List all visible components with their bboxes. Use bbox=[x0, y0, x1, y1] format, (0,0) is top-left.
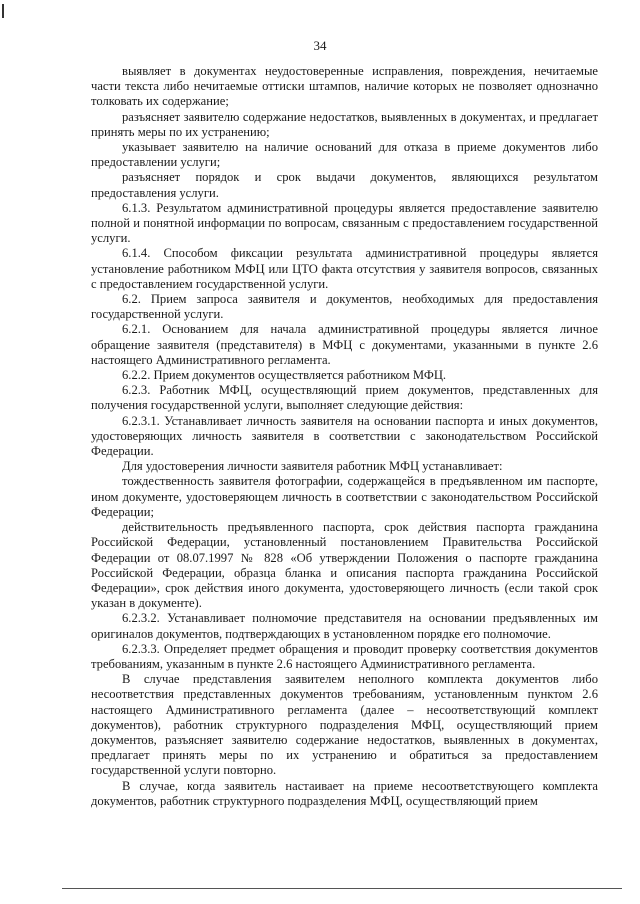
paragraph: 6.2.2. Прием документов осуществляется работником МФЦ. bbox=[122, 368, 447, 383]
paragraph: указывает заявителю на наличие оснований для отказа в приеме документов либо предоставлении услуги; bbox=[91, 140, 598, 170]
paragraph: 6.1.3. Результатом административной процедуры является предоставление заявителю полной и понятной информации по вопросам, связанным с предоставлением государственной услуги. bbox=[91, 200, 598, 246]
paragraph: 6.2.3.3. Определяет предмет обращения и проводит проверку соответствия документов требованиям, указанным в пункте 2.6 настоящего Административного регламента. bbox=[91, 641, 598, 671]
paragraph: выявляет в документах неудостоверенные исправления, повреждения, нечитаемые части текста либо нечитаемые оттиски штампов, наличие которых не позволяет однозначно толковать их содержание; bbox=[91, 64, 598, 109]
paragraph: разъясняет порядок и срок выдачи документов, являющихся результатом предоставления услуги. bbox=[91, 170, 598, 200]
paragraph: разъясняет заявителю содержание недостатков, выявленных в документах, и предлагает принять меры по их устранению; bbox=[91, 109, 598, 139]
paragraph: тождественность заявителя фотографии, содержащейся в предъявленном им паспорте, ином документе, удостоверяющем личность в соответствии с законодательством Российской Федерации; bbox=[91, 474, 598, 519]
paragraph: В случае представления заявителем неполного комплекта документов либо несоответствия представленных документов требованиям, установленным пунктом 2.6 настоящего Административного регламента (далее – несоответствующий комплект документов), работник структурного подразделения МФЦ, осуществляющий прием документов, разъясняет заявителю содержание недостатков, выявленных в документах, предлагает принять меры по их устранению и обратиться за предоставлением государственной услуги повторно. bbox=[91, 672, 598, 778]
paragraph: 6.2. Прием запроса заявителя и документов, необходимых для предоставления государственной услуги. bbox=[91, 292, 598, 322]
paragraph: 6.2.3.1. Устанавливает личность заявителя на основании паспорта и иных документов, удостоверяющих личность заявителя в соответствии с законодательством Российской Федерации. bbox=[91, 413, 598, 459]
paragraph: В случае, когда заявитель настаивает на приеме несоответствующего комплекта документов, работник структурного подразделения МФЦ, осуществляющий прием bbox=[91, 778, 598, 808]
scan-edge-mark bbox=[2, 4, 4, 18]
paragraph: 6.2.3.2. Устанавливает полномочие представителя на основании предъявленных им оригиналов документов, подтверждающих в установленном порядке его полномочие. bbox=[91, 611, 598, 641]
body-text bbox=[91, 64, 598, 809]
paragraph: 6.1.4. Способом фиксации результата административной процедуры является установление работником МФЦ или ЦТО факта отсутствия у заявителя вопросов, связанных с предоставлением государственной услуги. bbox=[91, 246, 598, 291]
paragraph: 6.2.3. Работник МФЦ, осуществляющий прием документов, представленных для получения государственной услуги, выполняет следующие действия: bbox=[91, 383, 598, 413]
paragraph: 6.2.1. Основанием для начала административной процедуры является личное обращение заявителя (представителя) в МФЦ с документами, указанными в пункте 2.6 настоящего Административного регламента. bbox=[91, 322, 598, 367]
paragraph: Для удостоверения личности заявителя работник МФЦ устанавливает: bbox=[122, 459, 503, 474]
paragraph: действительность предъявленного паспорта, срок действия паспорта гражданина Российской Федерации, установленный постановлением Правительства Российской Федерации от 08.07.1997 № 828 «Об утверждении Положения о паспорте гражданина Российской Федерации, образца бланка и описания паспорта гражданина Российской Федерации», срок действия иного документа, удостоверяющего личность (если такой срок указан в документе). bbox=[91, 520, 598, 611]
footer-rule bbox=[62, 888, 622, 889]
page-number: 34 bbox=[313, 38, 327, 53]
